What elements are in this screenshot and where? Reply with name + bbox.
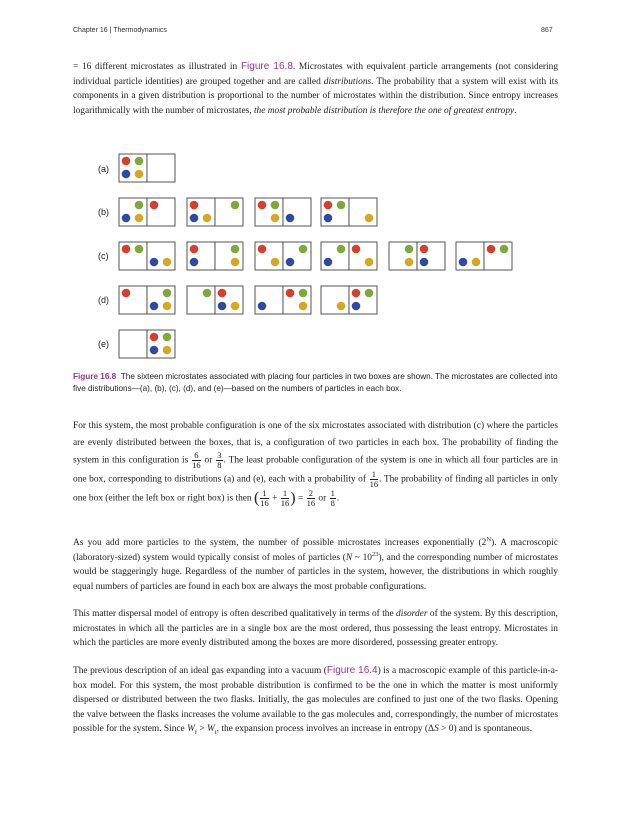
particle — [405, 245, 414, 254]
particle — [472, 258, 481, 267]
gas-expansion-paragraph: The previous description of an ideal gas expanding into a vacuum (Figure 16.4) is a macroscopic example of this particle-in-a-box model. For this system, the most probable distribution is confirmed to be the one in which the matter is most uniformly dispersed or distributed between the two flasks. Initially, the gas molecules are confined to just one of the two flasks. Opening the valve between the flasks increases the volume available to the gas molecules and, correspondingly, the number of microstates possible for the system. Since $W_f > W_i$, the expansion process involves an increase in entropy (ΔS > 0) and is spontaneous. — [73, 665, 558, 736]
particle — [365, 289, 374, 298]
microstates-diagram — [90, 150, 540, 365]
particle — [258, 302, 267, 311]
particle — [163, 346, 172, 355]
microstate-cell — [119, 330, 175, 358]
microstate-cell — [321, 242, 377, 270]
caption-text: The sixteen microstates associated with placing four particles in two boxes are shown. The microstates are collected into five distributions—(a), (b), (c), (d), and (e)—based on the numbers of particles in each box. — [73, 372, 558, 393]
left-box — [321, 286, 349, 314]
particle — [163, 302, 172, 311]
particle — [420, 245, 429, 254]
microstate-cell — [389, 242, 445, 270]
particle — [190, 214, 199, 223]
particle — [258, 201, 267, 210]
particle — [163, 289, 172, 298]
particle — [337, 302, 346, 311]
microstate-cell — [119, 154, 175, 182]
particle — [365, 258, 374, 267]
microstate-cell — [187, 242, 243, 270]
figure-16-8-link[interactable]: Figure 16.8 — [240, 61, 293, 72]
microstate-cell — [456, 242, 512, 270]
microstate-cell — [255, 286, 311, 314]
particle — [324, 258, 333, 267]
probability-paragraph: For this system, the most probable configuration is one of the six microstates associated with distribution (c) where the particles are evenly distributed between the boxes, that is, a configuration of two particles in each box. The probability of finding the system in this configuration is $\frac{6}{16}$ or $\frac{3}{8}$ . The least probable configuration of the system is one in which all four particles are in one box, corresponding to distributions (a) and (e), each with a probability of $\frac{1}{16}$ . The probability of finding all particles in only one box (either the left box or right box) is then ( $\frac{1}{16}$ + $\frac{1}{16}$ ) = $\frac{2}{16}$ or $\frac{1}{8}$ . — [73, 421, 558, 508]
exponential-paragraph: As you add more particles to the system, the number of possible microstates increases exponentially $(2^N)$. A macroscopic (laboratory-sized) system would typically consist of moles of particles (N ~ $10^{23}$), and the corresponding number of microstates would be staggeringly huge. Regardless of the number of particles in the system, however, the distributions in which roughly equal numbers of particles are found in each box are always the most probable configurations. — [73, 535, 559, 592]
right-box — [147, 154, 175, 182]
right-box — [215, 198, 243, 226]
microstate-cell — [321, 286, 377, 314]
particle — [487, 245, 496, 254]
fraction-1-8: $\frac{1}{8}$ — [330, 488, 335, 508]
particle — [203, 214, 212, 223]
particle — [337, 201, 346, 210]
particle — [459, 258, 468, 267]
microstate-cell — [119, 198, 175, 226]
particle — [135, 245, 144, 254]
page-number: 867 — [541, 27, 553, 34]
microstate-cell — [255, 198, 311, 226]
particle — [122, 170, 131, 179]
particle — [286, 258, 295, 267]
particle — [122, 157, 131, 166]
row-label-e: (e) — [98, 339, 109, 349]
particle — [286, 289, 295, 298]
particle — [271, 214, 280, 223]
right-box — [283, 198, 311, 226]
particle — [352, 245, 361, 254]
intro-paragraph: = 16 different microstates as illustrated in Figure 16.8. Microstates with equivalent particle arrangements (not considering individual particle identities) are grouped together and are called distributions. The probability that a system will exist with its components in a given distribution is proportional to the number of microstates within the distribution. Since entropy increases logarithmically with the number of microstates, the most probable distribution is therefore the one of greatest entropy. — [73, 61, 559, 116]
particle — [150, 258, 159, 267]
particle — [324, 201, 333, 210]
left-box — [389, 242, 417, 270]
particle — [163, 333, 172, 342]
fraction-2-16: $\frac{2}{16}$ — [306, 488, 316, 508]
particle — [190, 245, 199, 254]
left-box — [119, 330, 147, 358]
row-label-d: (d) — [98, 295, 109, 305]
fraction-1-16: $\frac{1}{16}$ — [369, 469, 379, 489]
particle — [135, 201, 144, 210]
particle — [163, 258, 172, 267]
microstates-svg — [90, 150, 540, 365]
particle — [420, 258, 429, 267]
row-label-c: (c) — [98, 251, 109, 261]
left-box — [119, 198, 147, 226]
microstate-cell — [321, 198, 377, 226]
left-box — [321, 242, 349, 270]
particle — [286, 214, 295, 223]
particle — [271, 258, 280, 267]
right-box — [349, 198, 377, 226]
particle — [299, 289, 308, 298]
row-label-b: (b) — [98, 207, 109, 217]
fraction-1-16-b: $\frac{1}{16}$ — [280, 488, 290, 508]
fraction-1-16-a: $\frac{1}{16}$ — [260, 488, 269, 508]
particle — [258, 245, 267, 254]
right-box — [147, 286, 175, 314]
particle — [299, 302, 308, 311]
right-box — [215, 242, 243, 270]
microstate-cell — [255, 242, 311, 270]
particle — [324, 214, 333, 223]
disorder-paragraph: This matter dispersal model of entropy is often described qualitatively in terms of the disorder of the system. By this description, microstates in which all the particles are in a single box are the most ordered, thus possessing the least entropy. Microstates in which the particles are more evenly distributed among the boxes are more disordered, possessing greater entropy. — [73, 609, 558, 648]
microstate-cell — [119, 242, 175, 270]
row-label-a: (a) — [98, 164, 109, 174]
particle — [190, 201, 199, 210]
particle — [231, 258, 240, 267]
left-box — [255, 286, 283, 314]
particle — [352, 302, 361, 311]
particle — [135, 214, 144, 223]
particle — [231, 302, 240, 311]
particle — [365, 214, 374, 223]
microstate-cell — [187, 198, 243, 226]
particle — [122, 245, 131, 254]
particle — [500, 245, 509, 254]
left-box — [456, 242, 484, 270]
left-box — [187, 286, 215, 314]
particle — [231, 201, 240, 210]
particle — [122, 214, 131, 223]
particle — [150, 201, 159, 210]
particle — [337, 245, 346, 254]
fraction-6-16: $\frac{6}{16}$ — [192, 450, 201, 470]
particle — [122, 289, 131, 298]
particle — [150, 333, 159, 342]
figure-caption — [73, 371, 558, 394]
particle — [352, 289, 361, 298]
particle — [231, 245, 240, 254]
particle — [405, 258, 414, 267]
particle — [218, 289, 227, 298]
right-box — [147, 242, 175, 270]
caption-label: Figure 16.8 — [73, 372, 117, 381]
particle — [150, 346, 159, 355]
running-header-chapter: Chapter 16 | Thermodynamics — [73, 27, 167, 34]
right-box — [283, 242, 311, 270]
particle — [203, 289, 212, 298]
figure-16-4-link[interactable]: Figure 16.4 — [326, 665, 378, 676]
particle — [150, 302, 159, 311]
fraction-3-8: $\frac{3}{8}$ — [217, 450, 222, 470]
particle — [271, 201, 280, 210]
particle — [135, 170, 144, 179]
microstate-cell — [187, 286, 243, 314]
particle — [135, 157, 144, 166]
particle — [299, 245, 308, 254]
particle — [190, 258, 199, 267]
particle — [218, 302, 227, 311]
microstate-cell — [119, 286, 175, 314]
